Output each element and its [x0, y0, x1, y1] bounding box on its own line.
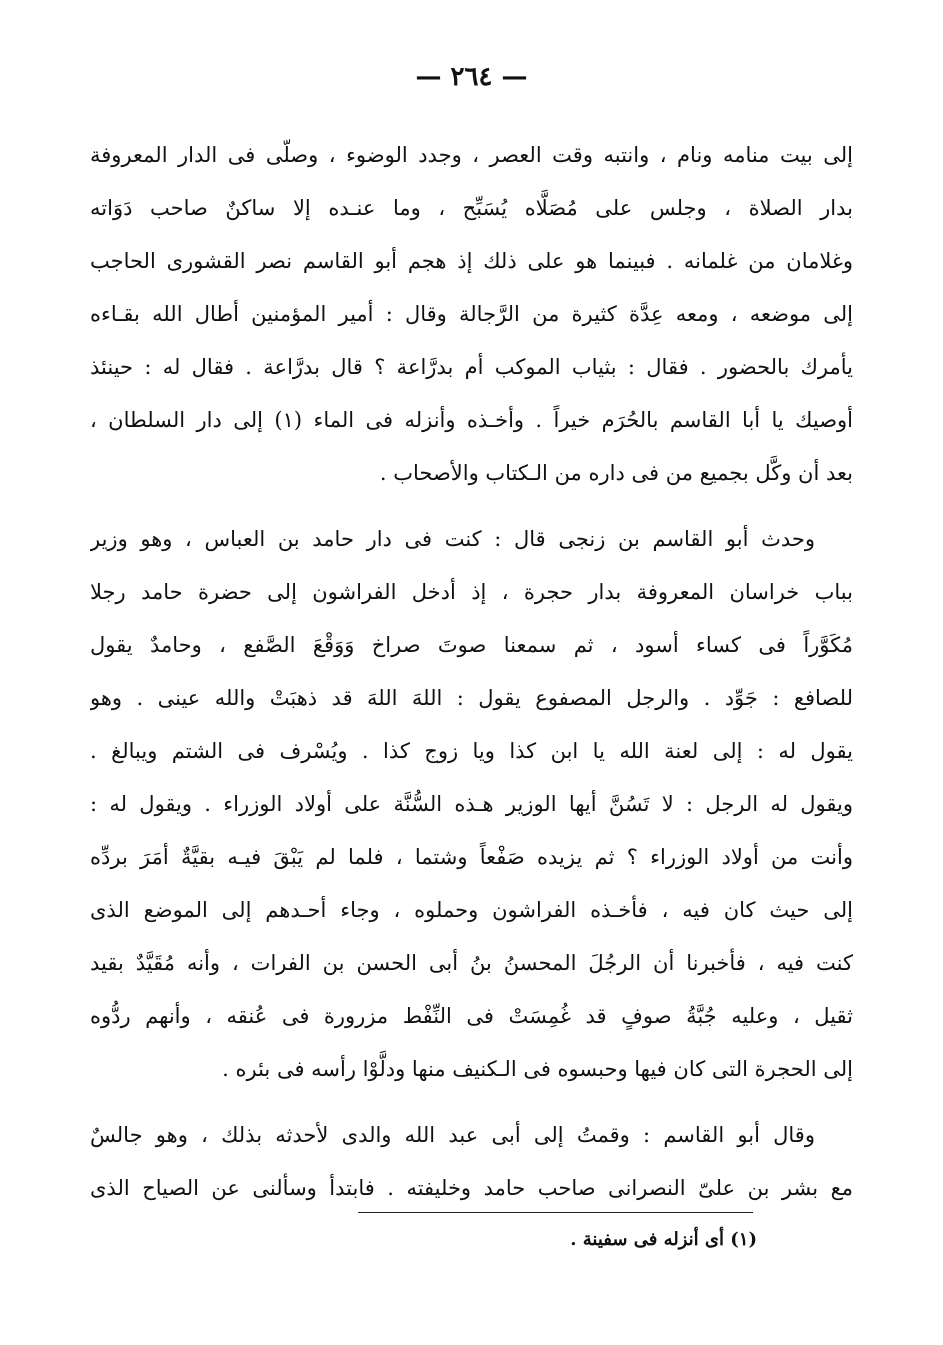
text-line: بدار الصلاة ، وجلس على مُصَلَّاه يُسَبِّح ، وما عنـده إلا ساكنٌ صاحب دَوَاته	[90, 196, 853, 220]
text-line: ثقيل ، وعليه جُبَّةُ صوفٍ قد غُمِسَتْ فى النِّفْط مزرورة فى عُنقه ، وأنهم ردُّوه	[90, 1004, 853, 1028]
footnote: (١) أى أنزله فى سفينة .	[570, 1229, 757, 1250]
text-line: إلى الحجرة التى كان فيها وحبسوه فى الـكنيف منها ودلَّوْا رأسه فى بئره .	[222, 1057, 853, 1081]
text-line: بباب خراسان المعروفة بدار حجرة ، إذ أدخل الفراشون إلى حضرة حامد رجلا	[90, 580, 853, 604]
footnote-divider	[358, 1212, 753, 1213]
text-line: يأمرك بالحضور . فقال : بثياب الموكب أم بدرَّاعة ؟ قال بدرَّاعة . فقال له : حينئذ	[90, 355, 853, 379]
text-line: مع بشر بن علىّ النصرانى صاحب حامد وخليفته . فابتدأ وسألنى عن الصياح الذى	[90, 1176, 853, 1200]
text-line: مُكَوَّراً فى كساء أسود ، ثم سمعنا صوتَ صراخ وَوَقْعَ الصَّفع ، وحامدٌ يقول	[90, 633, 853, 657]
text-line: ويقول له الرجل : لا تَسُنَّ أيها الوزير هـذه السُّنَّة على أولاد الوزراء . ويقول له :	[90, 792, 853, 816]
text-line: إلى حيث كان فيه ، فأخـذه الفراشون وحملوه ، وجاء أحـدهم إلى الموضع الذى	[90, 898, 853, 922]
text-line: إلى موضعه ، ومعه عِدَّة كثيرة من الرَّجالة وقال : أمير المؤمنين أطال الله بقـاءه	[90, 302, 853, 326]
text-line: أوصيك يا أبا القاسم بالحُرَم خيراً . وأخـذه وأنزله فى الماء (١) إلى دار السلطان ،	[90, 408, 853, 432]
text-line: وحدث أبو القاسم بن زنجى قال : كنت فى دار حامد بن العباس ، وهو وزير	[90, 527, 815, 551]
text-line: وقال أبو القاسم : وقمتُ إلى أبى عبد الله والدى لأحدثه بذلك ، وهو جالسٌ	[90, 1123, 815, 1147]
text-line: وغلامان من غلمانه . فبينما هو على ذلك إذ هجم أبو القاسم نصر القشورى الحاجب	[90, 249, 853, 273]
page-number: — ٢٦٤ —	[415, 62, 528, 92]
text-line: وأنت من أولاد الوزراء ؟ ثم يزيده صَفْعاً وشتما ، فلما لم يَبْقَ فيـه بقيَّةٌ أمَرَ بردِّه	[90, 845, 853, 869]
text-line: للصافع : جَوِّد . والرجل المصفوع يقول : اللهَ اللهَ قد ذهبَتْ والله عينى . وهو	[90, 686, 853, 710]
text-line: كنت فيه ، فأخبرنا أن الرجُلَ المحسنُ بنُ أبى الحسن بن الفرات ، وأنه مُقَيَّدٌ بقيد	[90, 951, 853, 975]
text-line: إلى بيت منامه ونام ، وانتبه وقت العصر ، وجدد الوضوء ، وصلّى فى الدار المعروفة	[90, 143, 853, 167]
text-line: بعد أن وكَّل بجميع من فى داره من الـكتاب والأصحاب .	[379, 461, 853, 485]
text-line: يقول له : إلى لعنة الله يا ابن كذا ويا زوج كذا . ويُسْرف فى الشتم ويبالغ .	[90, 739, 853, 763]
